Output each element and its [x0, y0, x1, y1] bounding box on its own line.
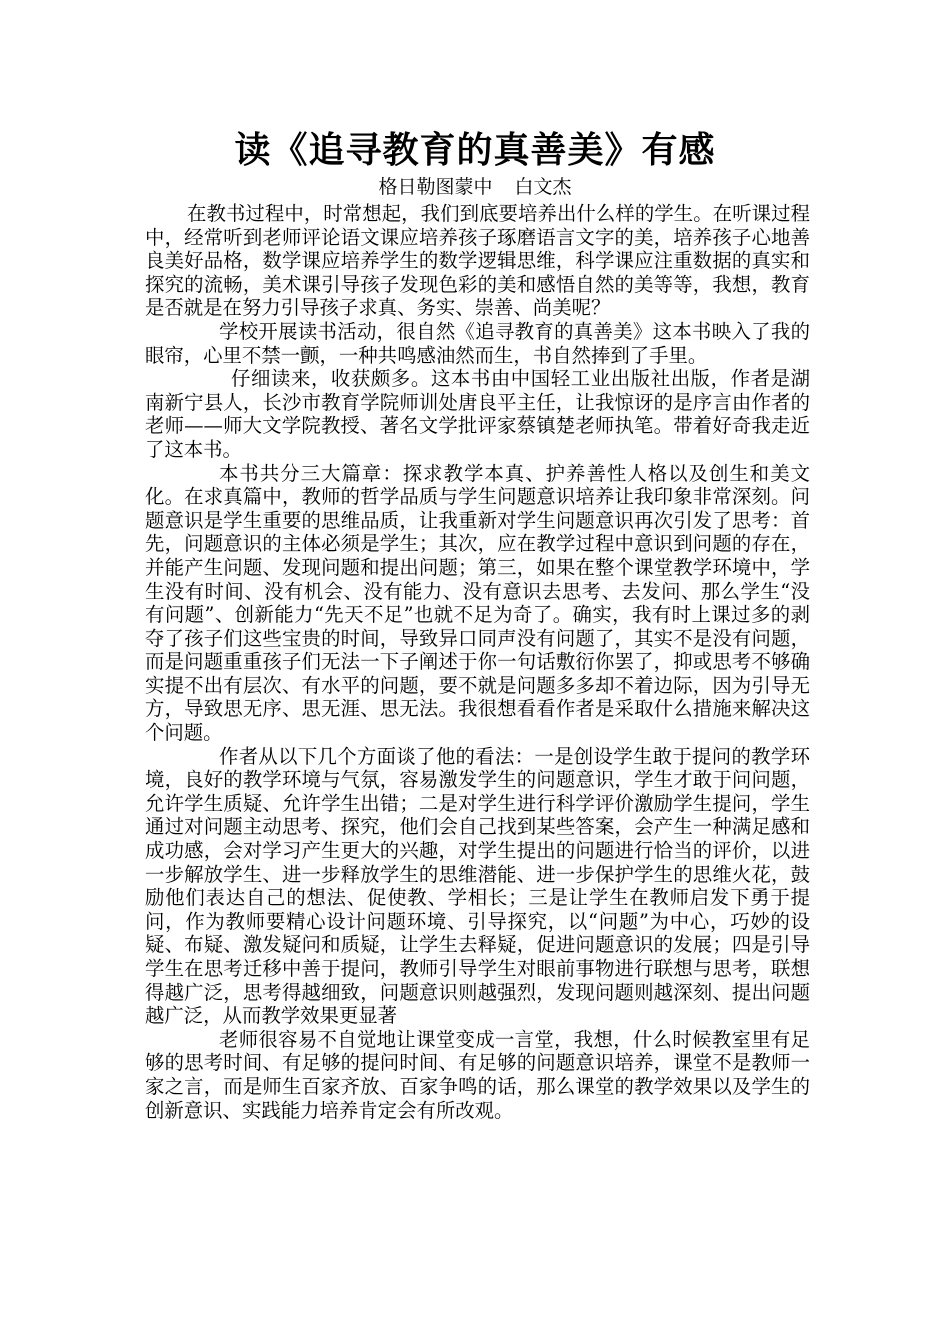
paragraph: 在教书过程中，时常想起，我们到底要培养出什么样的学生。在听课过程中，经常听到老师评论语文课应培养孩子琢磨语言文字的美，培养孩子心地善良美好品格，数学课应培养学生的数学逻辑思维，科学课应注重数据的真实和探究的流畅，美术课引导孩子发现色彩的美和感悟自然的美等等，我想，教育是否就是在努力引导孩子求真、务实、崇善、尚美呢？	[145, 202, 810, 320]
paragraph: 仔细读来，收获颇多。这本书由中国轻工业出版社出版，作者是湖南新宁县人，长沙市教育学院师训处唐良平主任，让我惊讶的是序言由作者的老师——师大文学院教授、著名文学批评家蔡镇楚老师执笔。带着好奇我走近了这本书。	[145, 367, 810, 461]
document-title: 读《追寻教育的真善美》有感	[234, 129, 716, 171]
paragraph: 老师很容易不自觉地让课堂变成一言堂，我想，什么时候教室里有足够的思考时间、有足够的提问时间、有足够的问题意识培养，课堂不是教师一家之言，而是师生百家齐放、百家争鸣的话，那么课堂的教学效果以及学生的创新意识、实践能力培养肯定会有所改观。	[145, 1027, 810, 1122]
paragraph: 本书共分三大篇章：探求教学本真、护养善性人格以及创生和美文化。在求真篇中，教师的哲学品质与学生问题意识培养让我印象非常深刻。问题意识是学生重要的思维品质，让我重新对学生问题意识再次引发了思考：首先，问题意识的主体必须是学生；其次，应在教学过程中意识到问题的存在，并能产生问题、发现问题和提出问题；第三，如果在整个课堂教学环境中，学生没有时间、没有机会、没有能力、没有意识去思考、去发问、那么学生“没有问题”、创新能力“先天不足”也就不足为奇了。确实，我有时上课过多的剥夺了孩子们这些宝贵的时间，导致异口同声没有问题了，其实不是没有问题，而是问题重重孩子们无法一下子阐述于你一句话敷衍你罢了，抑或思考不够确实提不出有层次、有水平的问题，要不就是问题多多却不着边际，因为引导无方，导致思无序、思无涯、思无法。我很想看看作者是采取什么措施来解决这个问题。	[145, 461, 810, 745]
byline	[0, 175, 950, 199]
paragraph: 学校开展读书活动，很自然《追寻教育的真善美》这本书映入了我的眼帘，心里不禁一颤，一种共鸣感油然而生，书自然捧到了手里。	[145, 319, 810, 367]
author-school: 格日勒图蒙中	[378, 176, 493, 198]
paragraph: 作者从以下几个方面谈了他的看法：一是创设学生敢于提问的教学环境，良好的教学环境与气氛，容易激发学生的问题意识，学生才敢于问问题，允许学生质疑、允许学生出错；二是对学生进行科学评价激励学生提问，学生通过对问题主动思考、探究，他们会自己找到某些答案，会产生一种满足感和成功感，会对学习产生更大的兴趣，对学生提出的问题进行恰当的评价，以进一步解放学生、进一步释放学生的思维潜能、进一步保护学生的思维火花，鼓励他们表达自己的想法、促使教、学相长；三是让学生在教师启发下勇于提问，作为教师要精心设计问题环境、引导探究，以“问题”为中心，巧妙的设疑、布疑、激发疑问和质疑，让学生去释疑，促进问题意识的发展；四是引导学生在思考迁移中善于提问，教师引导学生对眼前事物进行联想与思考，联想得越广泛，思考得越细致，问题意识则越强烈，发现问题则越深刻、提出问题越广泛，从而教学效果更显著	[145, 744, 810, 1028]
document-body	[145, 202, 810, 1122]
author-name: 白文杰	[514, 176, 572, 198]
